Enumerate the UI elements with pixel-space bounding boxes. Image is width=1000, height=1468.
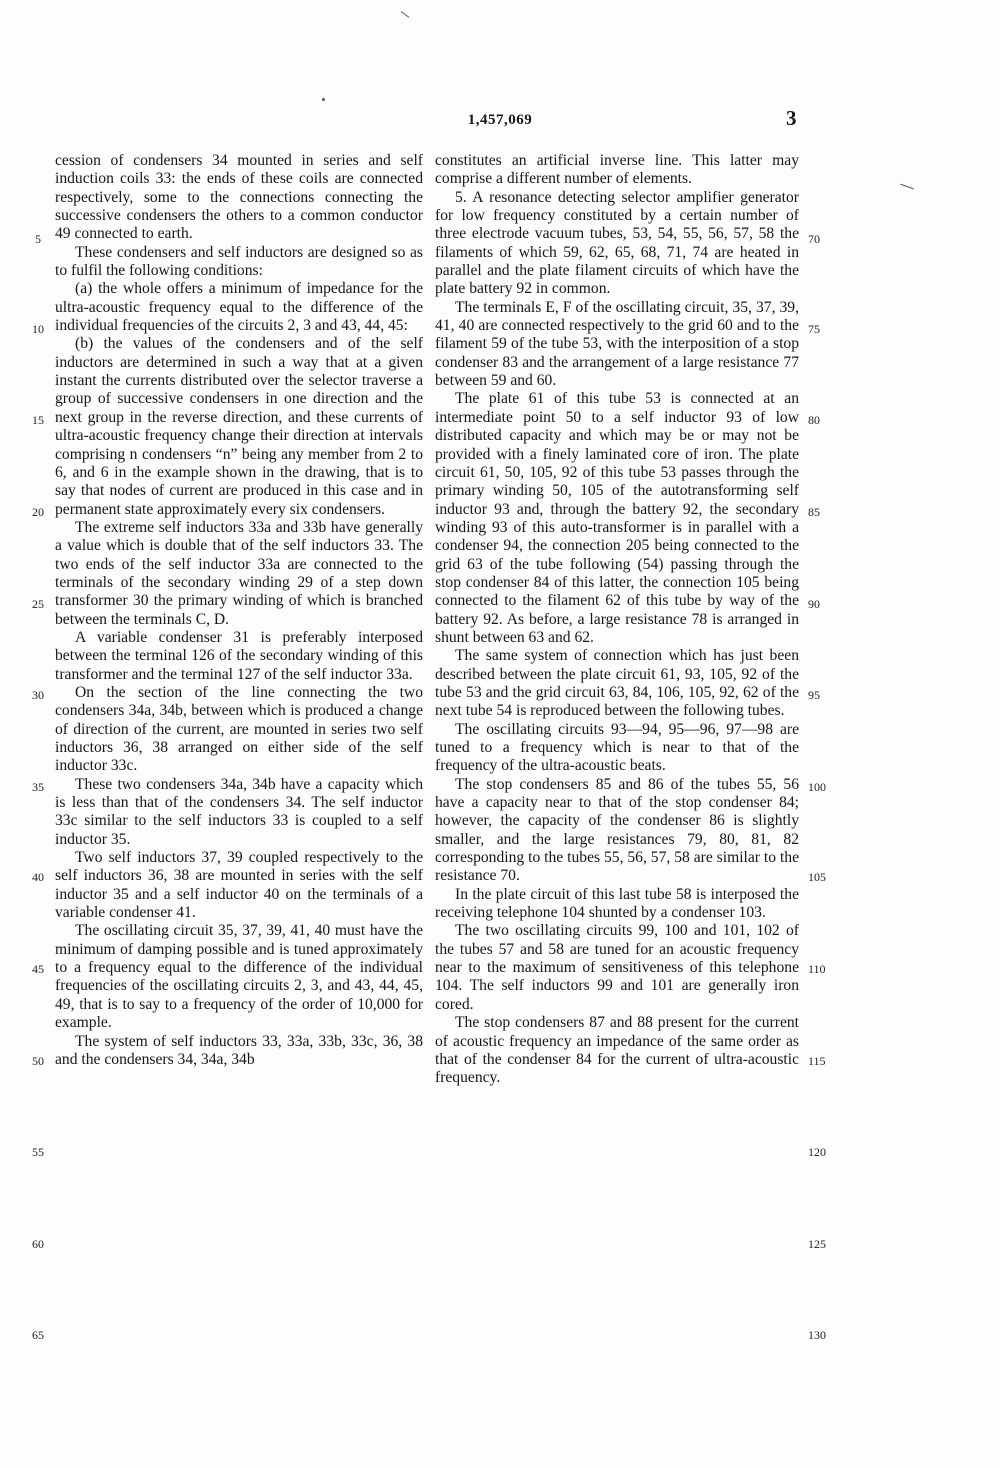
line-number: 115 [808,1054,826,1068]
paragraph: The oscillating circuits 93—94, 95—96, 97—98 are tuned to a frequency which is near to that of the frequency of the ultra-acoustic beats. [435,720,799,775]
paragraph: The two oscillating circuits 99, 100 and 101, 102 of the tubes 57 and 58 are tuned for an acoustic frequency near to the maximum of sensitiveness of this telephone 104. The self inductors 99 and 101 are generally iron cored. [435,922,799,1013]
line-number: 45 [32,962,44,976]
line-number: 50 [32,1054,44,1068]
line-number: 90 [808,597,820,611]
line-number: 20 [32,505,44,519]
line-number: 55 [32,1145,44,1159]
line-number: 85 [808,505,820,519]
paragraph: The same system of connection which has just been described between the plate circuit 61, 93, 105, 92 of the tube 53 and the grid circuit 63, 84, 106, 105, 92, 62 of the next tube 54 is reproduced between the following tubes. [435,647,799,720]
line-number: 5 [35,232,41,246]
right-column [435,152,799,1088]
line-number: 100 [808,780,826,794]
line-number: 35 [32,780,44,794]
paragraph: A variable condenser 31 is preferably interposed between the terminal 126 of the secondary winding of this transformer and the terminal 127 of the self inductor 33a. [55,628,423,683]
paragraph: (a) the whole offers a minimum of impedance for the ultra-acoustic frequency equal to the difference of the individual frequencies of the circuits 2, 3 and 43, 44, 45: [55,280,423,335]
left-column [55,152,423,1069]
claim-paragraph: 5. A resonance detecting selector amplifier generator for low frequency constituted by a certain number of three electrode vacuum tubes, 53, 54, 55, 56, 57, 58 the filaments of which 59, 62, 65, 68, 71, 74 are heated in parallel and the plate filament circuits of which have the plate battery 92 in common. [435,188,799,298]
scan-mark [401,11,410,18]
line-number: 60 [32,1237,44,1251]
paragraph: On the section of the line connecting the two condensers 34a, 34b, between which is produced a change of direction of the current, are mounted in series two self inductors 36, 38 arranged on either side of the self inductor 33c. [55,683,423,775]
paragraph: These two condensers 34a, 34b have a capacity which is less than that of the condensers 34. The self inductor 33c similar to the self inductors 33 is coupled to a self inductor 35. [55,775,423,848]
scan-mark [322,98,325,101]
line-number: 95 [808,688,820,702]
scan-mark [900,184,913,190]
paragraph: cession of condensers 34 mounted in series and self induction coils 33: the ends of these coils are connected respectively, some to the connections connecting the successive condensers the others to a common conductor 49 connected to earth. [55,152,423,243]
line-number: 10 [32,322,44,336]
paragraph: (b) the values of the condensers and of the self inductors are determined in such a way that at a given instant the currents distributed over the selector traverse a group of successive condensers in one direction and the next group in the reverse direction, and these currents of ultra-acoustic frequency change their direction at intervals comprising n condensers “n” being any member from 2 to 6, and 6 in the example shown in the drawing, that is to say that nodes of current are produced in this case and in permanent state approximately every six condensers. [55,335,423,518]
line-number: 75 [808,322,820,336]
paragraph: The stop condensers 87 and 88 present for the current of acoustic frequency an impedance of the same order as that of the condenser 84 for the current of ultra-acoustic frequency. [435,1014,799,1087]
line-number: 125 [808,1237,826,1251]
page-number: 3 [786,106,797,130]
paragraph: The oscillating circuit 35, 37, 39, 41, 40 must have the minimum of damping possible and is tuned approximately to a frequency equal to the difference of the individual frequencies of the oscillating circuits 2, 3, and 43, 44, 45, 49, that is to say to a frequency of the order of 10,000 for example. [55,922,423,1032]
patent-number: 1,457,069 [467,112,533,128]
line-number: 110 [808,962,826,976]
line-number: 30 [32,688,44,702]
paragraph: constitutes an artificial inverse line. This latter may comprise a different number of elements. [435,152,799,188]
line-number: 65 [32,1328,44,1342]
paragraph: The system of self inductors 33, 33a, 33b, 33c, 36, 38 and the condensers 34, 34a, 34b [55,1032,423,1068]
paragraph: The plate 61 of this tube 53 is connected at an intermediate point 50 to a self inductor 93 of low distributed capacity and which may be or may not be provided with a finely laminated core of iron. The plate circuit 61, 50, 105, 92 of this tube 53 passes through the primary winding 50, 105 of the autotransforming self inductor 93 and, through the battery 92, the secondary winding 93 of this auto-transformer is in parallel with a condenser 94, the connection 205 being connected to the grid 63 of the tube following (54) passing through the stop condenser 84 of this latter, the connection 105 being connected to the filament 62 of this tube by way of the battery 92. As before, a large resistance 78 is arranged in shunt between 63 and 62. [435,390,799,646]
paragraph: These condensers and self inductors are designed so as to fulfil the following conditions: [55,243,423,280]
line-number: 105 [808,870,826,884]
line-number: 15 [32,413,44,427]
line-number: 120 [808,1145,826,1159]
paragraph: In the plate circuit of this last tube 58 is interposed the receiving telephone 104 shunted by a condenser 103. [435,885,799,922]
paragraph: The extreme self inductors 33a and 33b have generally a value which is double that of the self inductors 33. The two ends of the self inductor 33a are connected to the terminals of the secondary winding 29 of a step down transformer 30 the primary winding of which is branched between the terminals C, D. [55,518,423,628]
line-number: 25 [32,597,44,611]
paragraph: Two self inductors 37, 39 coupled respectively to the self inductors 36, 38 are mounted in series with the self inductor 35 and a self inductor 40 on the terminals of a variable condenser 41. [55,849,423,922]
line-number: 130 [808,1328,826,1342]
line-number: 80 [808,413,820,427]
paragraph: The terminals E, F of the oscillating circuit, 35, 37, 39, 41, 40 are connected respectively to the grid 60 and to the filament 59 of the tube 53, with the interposition of a stop condenser 83 and the arrangement of a large resistance 77 between 59 and 60. [435,298,799,390]
paragraph: The stop condensers 85 and 86 of the tubes 55, 56 have a capacity near to that of the stop condenser 84; however, the capacity of the condenser 86 is slightly smaller, and the large resistances 79, 80, 81, 82 corresponding to the tubes 55, 56, 57, 58 are similar to the resistance 70. [435,775,799,885]
line-number: 40 [32,870,44,884]
line-number: 70 [808,232,820,246]
